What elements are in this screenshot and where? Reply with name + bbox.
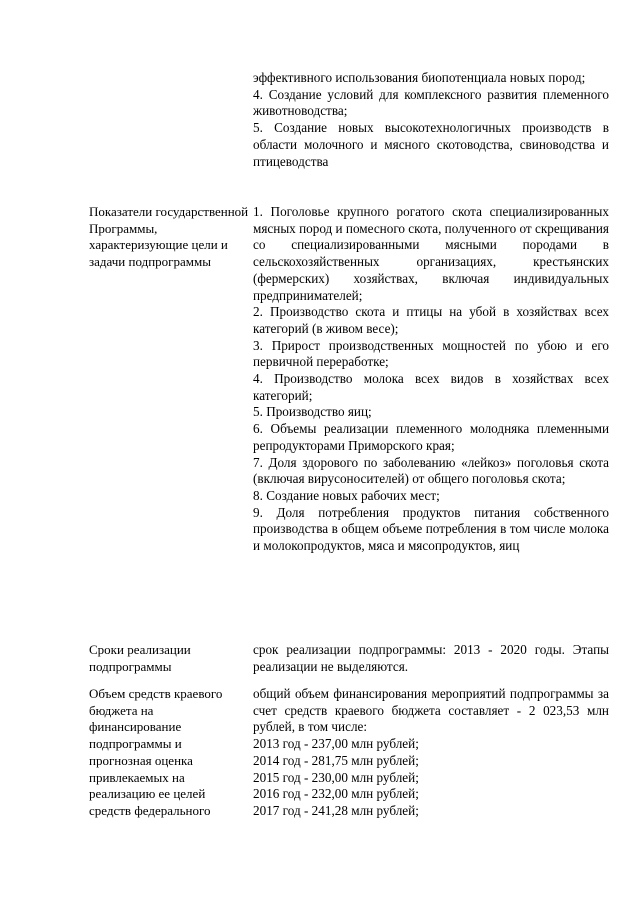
terms-label: [89, 642, 239, 675]
funding-year: 2015 год - 230,00 млн рублей;: [253, 769, 419, 785]
label-line: характеризующие цели и: [89, 237, 228, 253]
indicator-item: 3. Прирост производственных мощностей по убою и его первичной переработке;: [253, 337, 609, 370]
funding-year: 2013 год - 237,00 млн рублей;: [253, 736, 419, 752]
indicator-item: 5. Производство яиц;: [253, 404, 372, 420]
indicator-item: 2. Производство скота и птицы на убой в хозяйствах всех категорий (в живом весе);: [253, 304, 609, 336]
label-line: Объем средств краевого: [89, 686, 223, 701]
funding-year: 2014 год - 281,75 млн рублей;: [253, 752, 419, 768]
funding-year: 2017 год - 241,28 млн рублей;: [253, 802, 419, 818]
terms-label-text: Сроки реализации подпрограммы: [89, 642, 191, 674]
objective-line: 5. Создание новых высокотехнологичных производств в области молочного и мясного скотоводства, свиноводства и птицеводства: [253, 120, 609, 169]
funding-value: [253, 686, 609, 820]
funding-year: 2016 год - 232,00 млн рублей;: [253, 786, 419, 802]
label-line: бюджета на: [89, 702, 154, 718]
indicators-label: [89, 204, 249, 271]
label-line: реализацию ее целей: [89, 786, 206, 802]
label-line: задачи подпрограммы: [89, 254, 211, 270]
indicator-item: 7. Доля здорового по заболеванию «лейкоз» поголовья скота (включая вирусоносителей) от общего поголовья скота;: [253, 454, 609, 487]
objective-line: эффективного использования биопотенциала новых пород;: [253, 70, 586, 85]
label-line: привлекаемых на: [89, 769, 185, 785]
objective-line: 4. Создание условий для комплексного развития племенного животноводства;: [253, 86, 609, 119]
label-line: Показатели государственной Программы,: [89, 204, 249, 236]
indicator-item: 4. Производство молока всех видов в хозяйствах всех категорий;: [253, 371, 609, 403]
label-line: подпрограммы и: [89, 736, 182, 752]
objectives-continuation: [253, 70, 609, 170]
indicator-item: 6. Объемы реализации племенного молодняка племенными репродукторами Приморского края;: [253, 421, 609, 453]
label-line: средств федерального: [89, 802, 211, 818]
label-line: прогнозная оценка: [89, 752, 193, 768]
label-line: финансирование: [89, 719, 182, 735]
terms-value-text: срок реализации подпрограммы: 2013 - 2020 годы. Этапы реализации не выделяются.: [253, 642, 609, 674]
funding-intro: общий объем финансирования мероприятий подпрограммы за счет средств краевого бюджета составляет - 2 023,53 млн рублей, в том числе:: [253, 686, 609, 735]
indicator-item: 1. Поголовье крупного рогатого скота специализированных мясных пород и помесного скота, полученного от скрещивания со специализированными мясными породами в сельскохозяйственных организациях, крестьянских (фермерских) хозяйствах, включая индивидуальных предпринимателей;: [253, 204, 609, 303]
indicator-item: 8. Создание новых рабочих мест;: [253, 487, 440, 503]
terms-value: [253, 642, 609, 675]
indicators-list: [253, 204, 609, 555]
indicator-item: 9. Доля потребления продуктов питания собственного производства в общем объеме потребления в том числе молока и молокопродуктов, мяса и мясопродуктов, яиц: [253, 504, 609, 554]
funding-label: [89, 686, 249, 820]
